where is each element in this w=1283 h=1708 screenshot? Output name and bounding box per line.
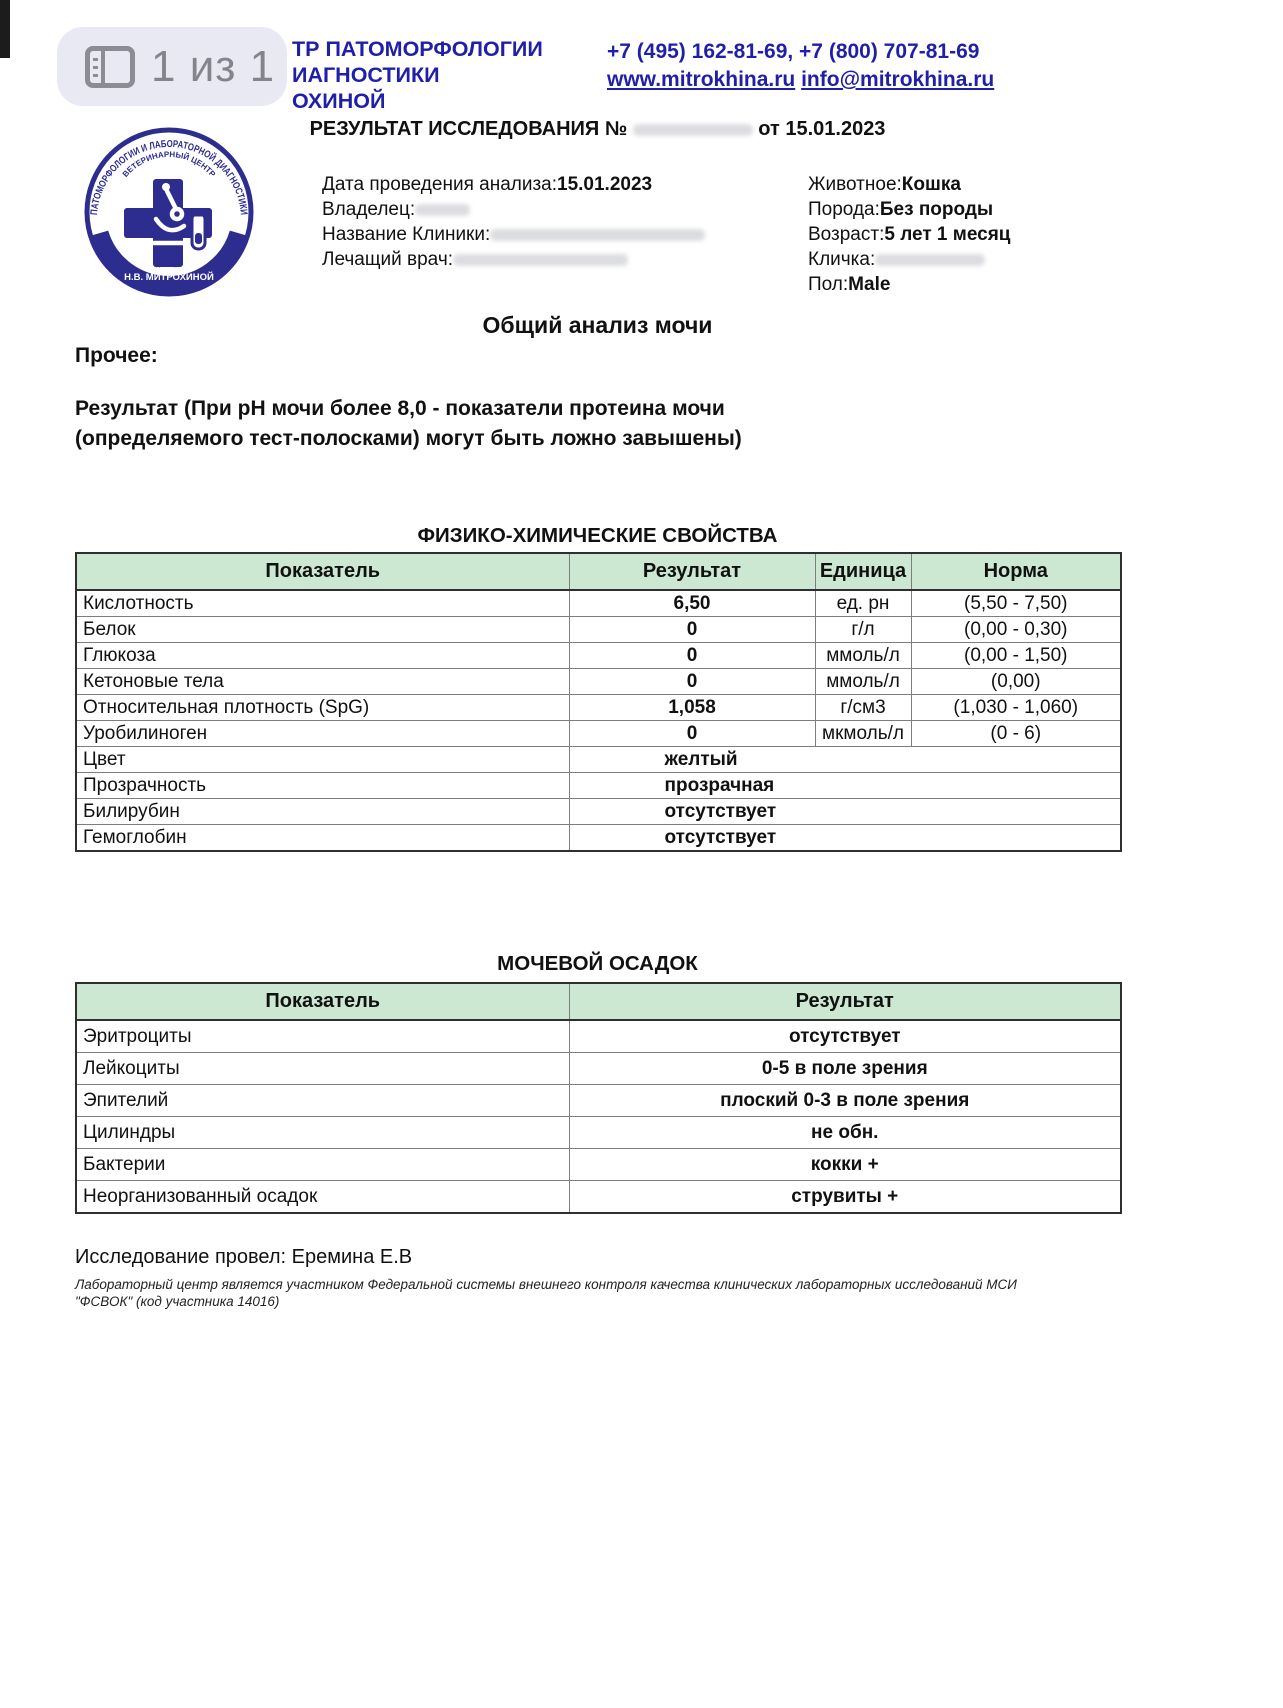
table-row [76,773,1121,799]
table-row [76,799,1121,825]
phys-header-unit: Единица [815,553,911,590]
param-name: Белок [76,617,569,643]
param-name: Неорганизованный осадок [76,1181,569,1214]
param-name: Лейкоциты [76,1053,569,1085]
ph-note-line2: (определяемого тест-полосками) могут быть ложно завышены) [75,427,742,450]
logo-name-text: Н.В. МИТРОХИНОЙ [124,272,214,283]
param-unit: г/см3 [815,695,911,721]
param-name: Кетоновые тела [76,669,569,695]
sex-row [808,272,1010,297]
param-norm: (0,00 - 1,50) [911,643,1121,669]
param-result: прозрачная [569,773,1121,799]
table-row [76,1053,1121,1085]
param-result: желтый [569,747,1121,773]
param-name: Гемоглобин [76,825,569,852]
param-name: Цвет [76,747,569,773]
param-name: Прозрачность [76,773,569,799]
logo-arc-small-text: ВЕТЕРИНАРНЫЙ ЦЕНТР [120,149,218,179]
param-norm: (5,50 - 7,50) [911,590,1121,617]
table-row [76,1085,1121,1117]
patient-info-left [322,172,705,272]
param-norm: (1,030 - 1,060) [911,695,1121,721]
clinic-name [292,36,543,114]
param-result: струвиты + [569,1181,1121,1214]
age-value: 5 лет 1 месяц [884,224,1011,245]
param-result: 0 [569,669,815,695]
sex-label: Пол: [808,274,849,295]
animal-label: Животное: [808,174,902,195]
table-row [76,747,1121,773]
screen-edge-strip [0,0,10,58]
table-row [76,1117,1121,1149]
nickname-label: Кличка: [808,249,876,270]
clinic-name-line3: ОХИНОЙ [292,89,386,113]
table-row [76,695,1121,721]
logo-arc-main-text: ПАТОМОРФОЛОГИИ И ЛАБОРАТОРНОЙ ДИАГНОСТИКИ [89,138,250,217]
param-unit: г/л [815,617,911,643]
table-row [76,721,1121,747]
age-label: Возраст: [808,224,885,245]
owner-label: Владелец: [322,199,416,220]
param-result: кокки + [569,1149,1121,1181]
param-name: Эпителий [76,1085,569,1117]
param-norm: (0,00 - 0,30) [911,617,1121,643]
analysis-date-label: Дата проведения анализа: [322,174,558,195]
clinic-name-line1: ТР ПАТОМОРФОЛОГИИ [292,37,543,61]
doctor-row [322,247,705,272]
param-result: 0 [569,721,815,747]
phys-table [75,552,1122,852]
clinic-email-link[interactable]: info@mitrokhina.ru [801,68,995,91]
sediment-table [75,982,1122,1214]
param-result: отсутствует [569,825,1121,852]
param-result: 0 [569,643,815,669]
param-name: Билирубин [76,799,569,825]
param-name: Глюкоза [76,643,569,669]
sediment-header-indicator: Показатель [76,983,569,1020]
page-indicator-label: 1 из 1 [151,41,276,91]
sediment-header-row [76,983,1121,1020]
table-row [76,643,1121,669]
clinic-name-line2: ИАГНОСТИКИ [292,63,440,87]
report-title-suffix: от 15.01.2023 [758,118,886,140]
animal-value: Кошка [901,174,961,195]
owner-row [322,197,705,222]
lab-footnote-line1: Лабораторный центр является участником Федеральной системы внешнего контроля качества клинических лабораторных исследований МСИ [75,1277,1017,1292]
param-result: 1,058 [569,695,815,721]
param-norm: (0 - 6) [911,721,1121,747]
test-tube-icon [190,213,207,249]
param-name: Относительная плотность (SpG) [76,695,569,721]
analysis-date-row [322,172,705,197]
param-name: Кислотность [76,590,569,617]
clinic-contacts [607,38,994,94]
param-unit: мкмоль/л [815,721,911,747]
redacted-doctor [453,254,628,266]
ph-note [75,394,742,454]
nickname-row [808,247,1010,272]
param-unit: ммоль/л [815,643,911,669]
table-row [76,617,1121,643]
table-row [76,669,1121,695]
breed-row [808,197,1010,222]
param-result: 0 [569,617,815,643]
clinic-logo [84,126,254,298]
lab-footnote [75,1276,1085,1310]
clinic-label: Название Клиники: [322,224,491,245]
phys-header-row [76,553,1121,590]
table-row [76,1020,1121,1053]
param-result: не обн. [569,1117,1121,1149]
sediment-table-title: МОЧЕВОЙ ОСАДОК [497,952,698,975]
lab-footnote-line2: "ФСВОК" (код участника 14016) [75,1294,280,1309]
patient-info-right [808,172,1010,297]
sex-value: Male [848,274,891,295]
param-result: плоский 0-3 в поле зрения [569,1085,1121,1117]
researcher-line: Исследование провел: Еремина Е.В [75,1246,413,1268]
logo-doctor-text: доктора [156,261,182,268]
redacted-nickname [875,254,985,266]
clinic-website-link[interactable]: www.mitrokhina.ru [607,68,796,91]
breed-value: Без породы [879,199,994,220]
param-result: 6,50 [569,590,815,617]
param-result: отсутствует [569,799,1121,825]
clinic-phones: +7 (495) 162-81-69, +7 (800) 707-81-69 [607,40,980,63]
age-row [808,222,1010,247]
param-result: отсутствует [569,1020,1121,1053]
phys-header-result: Результат [569,553,815,590]
breed-label: Порода: [808,199,880,220]
param-name: Цилиндры [76,1117,569,1149]
param-name: Уробилиноген [76,721,569,747]
param-unit: ед. рн [815,590,911,617]
table-row [76,825,1121,852]
table-row [76,1181,1121,1214]
pages-icon [85,46,135,88]
phys-table-title: ФИЗИКО-ХИМИЧЕСКИЕ СВОЙСТВА [417,524,778,547]
page-indicator[interactable] [57,27,287,106]
analysis-title: Общий анализ мочи [482,312,713,338]
analysis-date-value: 15.01.2023 [557,174,653,195]
param-name: Эритроциты [76,1020,569,1053]
clinic-row [322,222,705,247]
animal-row [808,172,1010,197]
param-norm: (0,00) [911,669,1121,695]
misc-label: Прочее: [75,344,158,367]
report-title [75,118,1120,141]
doctor-label: Лечащий врач: [322,249,453,270]
report-title-prefix: РЕЗУЛЬТАТ ИССЛЕДОВАНИЯ № [309,118,628,140]
redacted-report-number [633,124,753,136]
param-unit: ммоль/л [815,669,911,695]
ph-note-line1: Результат (При рН мочи более 8,0 - показатели протеина мочи [75,397,725,420]
table-row [76,590,1121,617]
phys-header-norm: Норма [911,553,1121,590]
redacted-clinic [490,229,705,241]
param-name: Бактерии [76,1149,569,1181]
table-row [76,1149,1121,1181]
param-result: 0-5 в поле зрения [569,1053,1121,1085]
redacted-owner [415,204,470,216]
phys-header-indicator: Показатель [76,553,569,590]
sediment-header-result: Результат [569,983,1121,1020]
